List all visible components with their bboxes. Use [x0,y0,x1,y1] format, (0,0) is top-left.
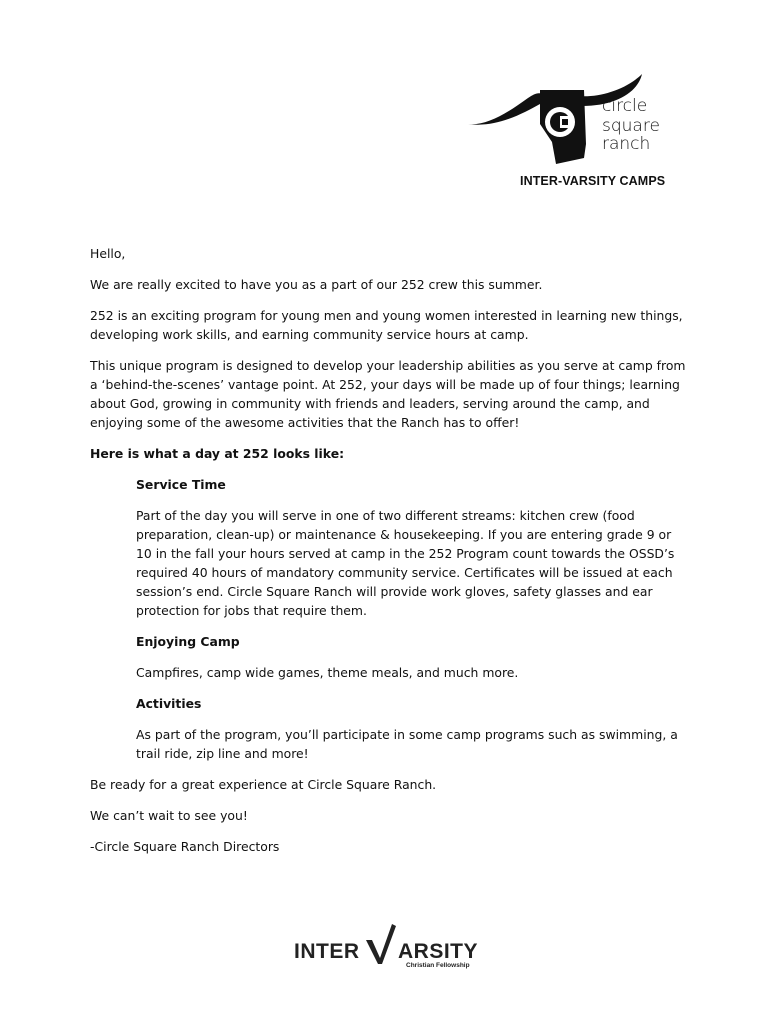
brand-ranch: ranch [602,134,651,154]
paragraph-program: 252 is an exciting program for young men and young women interested in learning new things, developing work skills, and earning community service hours at camp. [90,308,683,342]
section-text-activities: As part of the program, you’ll participate in some camp programs such as swimming, a trail ride, zip line and more! [136,727,678,761]
signature: -Circle Square Ranch Directors [90,839,280,854]
inter-varsity-camps-label: INTER-VARSITY CAMPS [520,174,666,188]
intervarsity-inter: INTER [294,940,360,963]
intervarsity-arsity: ARSITY [398,940,479,963]
christian-fellowship-label: Christian Fellowship [406,962,470,969]
paragraph-intro: We are really excited to have you as a part of our 252 crew this summer. [90,277,543,292]
section-title-enjoying-camp: Enjoying Camp [136,634,240,649]
day-heading: Here is what a day at 252 looks like: [90,446,345,461]
section-text-enjoying-camp: Campfires, camp wide games, theme meals, and much more. [136,665,519,680]
intervarsity-logo [292,922,492,970]
closing-line-1: Be ready for a great experience at Circle Square Ranch. [90,777,437,792]
section-title-service-time: Service Time [136,477,226,492]
paragraph-unique: This unique program is designed to develop your leadership abilities as you serve at camp from a ‘behind-the-scenes’ vantage point. At 252, your days will be made up of four things; learning about God, growing in community with friends and leaders, serving around the camp, and enjoying some of the awesome activities that the Ranch has to offer! [90,358,686,430]
letter-body [90,244,690,868]
brand-square: square [602,116,660,136]
greeting: Hello, [90,246,126,261]
section-title-activities: Activities [136,696,202,711]
intervarsity-v-icon [366,922,400,964]
closing-line-2: We can’t wait to see you! [90,808,248,823]
section-text-service-time: Part of the day you will serve in one of two different streams: kitchen crew (food preparation, clean-up) or maintenance & housekeeping. If you are entering grade 9 or 10 in the fall your hours served at camp in the 252 Program count towards the OSSD’s required 40 hours of mandatory community service. Certificates will be issued at each session’s end. Circle Square Ranch will provide work gloves, safety glasses and ear protection for jobs that require them. [136,508,675,618]
brand-circle: circle [602,96,648,116]
